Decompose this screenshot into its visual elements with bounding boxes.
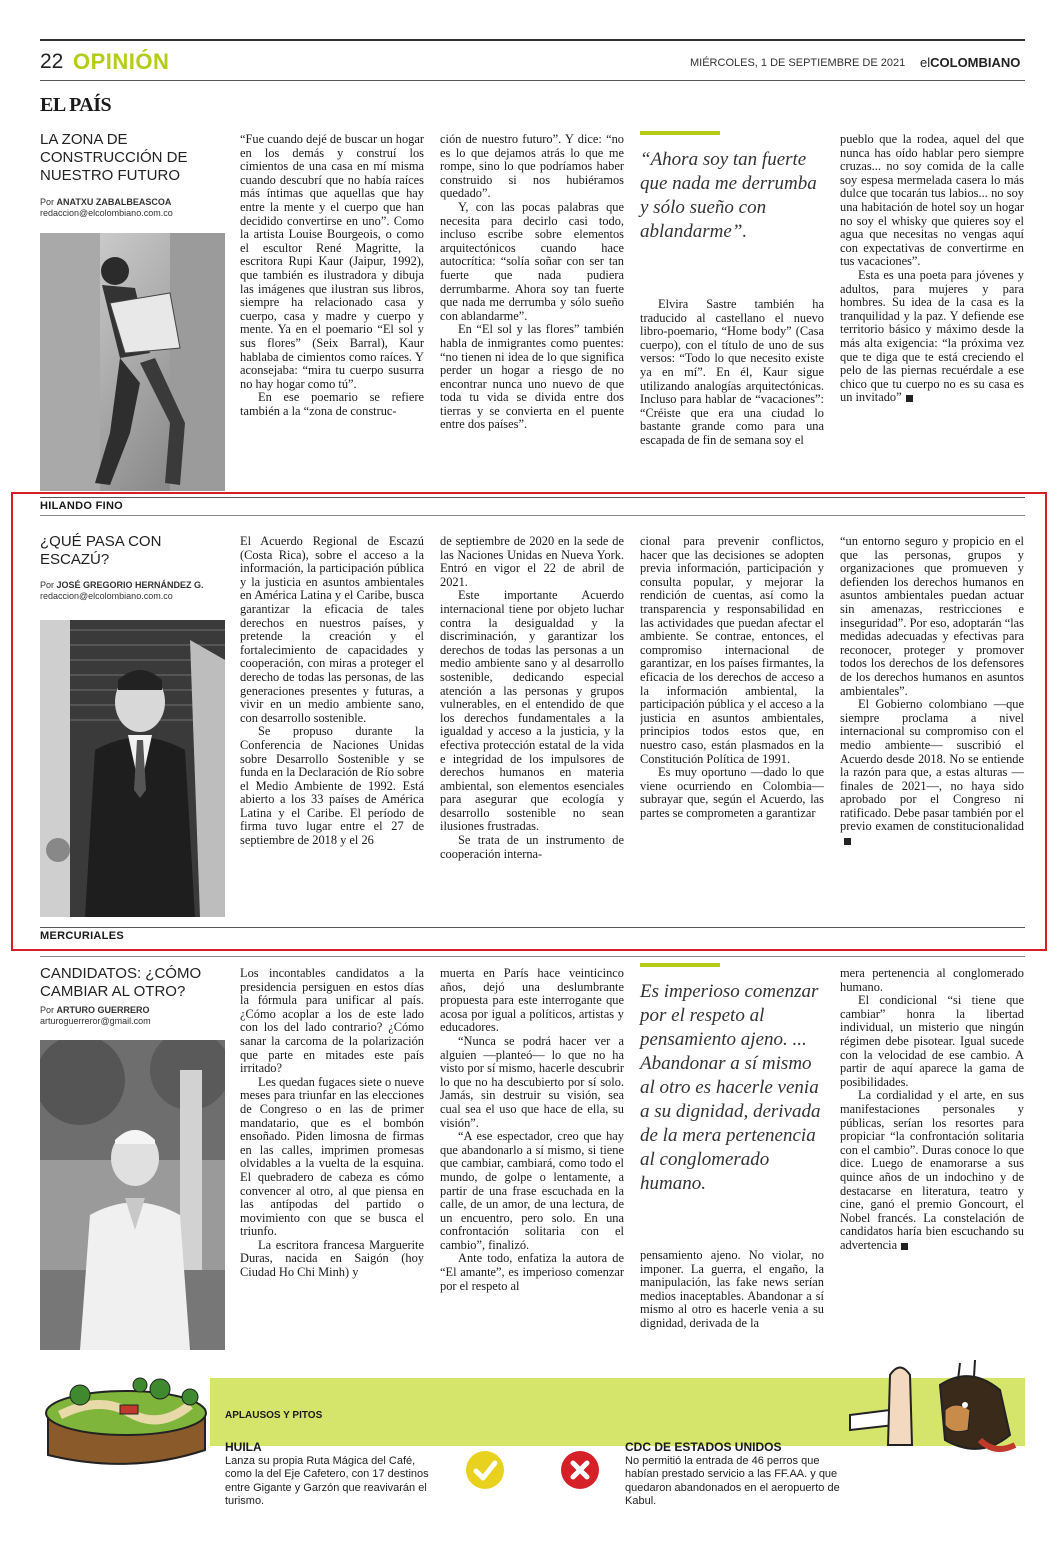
quote-accent-bar (640, 963, 720, 967)
aplauso-text: Lanza su propia Ruta Mágica del Café, como la del Eje Cafetero, con 17 destinos entre Gigante y Garzón que reavivarán el turismo. (225, 1455, 429, 1508)
quote-accent-bar (640, 131, 720, 135)
header-divider (40, 80, 1025, 81)
article3-photo-author (40, 1040, 225, 1350)
article1-byline: Por ANATXU ZABALBEASCOA (40, 197, 172, 207)
article1-column-2: ción de nuestro futuro”. Y dice: “no es lo que dejamos atrás lo que me rompe, sino lo que podríamos haber construido si nos hubiéramos quedado”. Y, con las pocas palabras que necesita para decirlo casi todo, incluso escribe sobre elementos arquitectónicos cuando hace autocrítica: “solía soñar con ser tan fuerte que nada pudiera derrumbarme. Ahora soy tan fuerte que nada me derrumba y sólo sueño con ablandarme”. En “El sol y las flores” también habla de inmigrantes como puentes: “no tienen ni idea de lo que significa perder un hogar a riesgo de no encontrar nunca uno nuevo de que toda tu vida se divida entre dos tierras y se convierta en el puente entre dos países”. (440, 133, 624, 432)
partner-logo: EL PAÍS (40, 94, 112, 116)
aplausos-title: APLAUSOS Y PITOS (225, 1410, 323, 1421)
article2-title: ¿QUÉ PASA CON ESCAZÚ? (40, 533, 162, 568)
article2-column-2: de septiembre de 2020 en la sede de las Naciones Unidas en Nueva York. Entró en vigor el 22 de abril de 2021. Este importante Acuerdo internacional tiene por objeto luchar contra la desigualdad y la discriminación, y garantizar los derechos de todas las personas a un medio ambiente sano y al desarrollo sostenible, dedicando especial atención a las personas y grupos vulnerables, en el entendido de que los derechos fundamentales a la igualdad y acceso a la justicia, y la efectiva protección estatal de la vida e integridad de los impulsores de derechos humanos en materia ambiental, son elementos esenciales para asegurar que ecología y desarrollo sostenible no sean ilusiones frustradas. Se trata de un instrumento de cooperación interna- (440, 535, 624, 861)
article2-column-1: El Acuerdo Regional de Escazú (Costa Rica), sobre el acceso a la información, la participación pública y la justicia en asuntos ambientales en América Latina y el Caribe, busca garantizar la eficacia de tales derechos en nuestros países, y pretende la creación y el fortalecimiento de capacidades y cooperación, con miras a proteger el derecho de todas las personas, de las generaciones presentes y futuras, a vivir en un medio ambiente sano, con desarrollo sostenible. Se propuso durante la Conferencia de Naciones Unidas sobre Desarrollo Sostenible y se funda en la Declaración de Río sobre el Medio Ambiente de 1992. Está abierto a los 33 países de América Latina y el Caribe. El período de firma tuvo lugar entre el 27 de septiembre de 2018 y el 26 (240, 535, 424, 848)
article1-column-1: “Fue cuando dejé de buscar un hogar en los demás y construí los cimientos de una casa en mí misma cuando descubrí que no había raíces más íntimas que aquellas que hay entre la mente y el cuerpo que han decidido convertirse en uno”. Como la artista Louise Bourgeois, o como el escultor René Magritte, la escritora Rupi Kaur (Jaipur, 1992), que también es ilustradora y dibuja las imágenes que ilustran sus libros, siempre ha relacionado casa y cuerpo, casa y madre y cuerpo y mente. Ya en el poemario “El sol y sus flores” (Seix Barral), Kaur hablaba de cimientos como raíces. Y aconsejaba: “mira tu cuerpo susurra no hay hogar como tú”. En ese poemario se refiere también a la “zona de construc- (240, 133, 424, 418)
pito-text: No permitió la entrada de 46 perros que habían prestado servicio a las FF.AA. y que quedaron abandonados en el aeropuerto de Kabul. (625, 1455, 840, 1508)
article3-column-2: muerta en París hace veinticinco años, dejó una deslumbrante propuesta para este interrogante que acosa por igual a políticos, artistas y educadores. “Nunca se podrá hacer ver a alguien —planteó— lo que no ha visto por sí mismo, hacerle descubrir lo que no ha descubierto por sí solo. Jamás, sin destruir su visión, sea cual sea el uso que hace de ella, su visión”. “A ese espectador, creo que hay que abandonarlo a sí mismo, si tiene que cambiar, cambiará, como todo el mundo, de golpe o lentamente, a partir de una frase escuchada en la calle, de un amor, de una lectura, de un encuentro, pero solo. En una confrontación solitaria con el cambio”, finalizó. Ante todo, enfatiza la autora de “El amante”, es imperioso comenzar por el respeto al (440, 967, 624, 1293)
article1-photo-sculpture (40, 233, 225, 491)
article3-pull-quote: Es imperioso comenzar por el respeto al pensamiento ajeno. ... Abandonar a sí mismo al otro es hacerle venia a su dignidad, derivada de la mera pertenencia al conglomerado humano. (640, 981, 821, 1194)
article2-kicker: HILANDO FINO (40, 500, 124, 512)
article3-column-4: mera pertenencia al conglomerado humano. El condicional “si tiene que cambiar” honra la libertad individual, un misterio que ningún régimen debe pisotear. Igual sucede con la velocidad de ese cambio. A partir de aquí aparece la gama de posibilidades. La cordialidad y el arte, en sus manifestaciones personales y públicas, serían los resortes para propiciar “la confrontación solitaria con el cambio”. Duras conoce lo que dice. Luego de enamorarse a sus quince años de un indochino y de destacarse en literatura, teatro y cine, ganó el premio Goncourt, el Nobel francés. La constelación de candidatos haría bien escuchando su advertencia (840, 967, 1024, 1252)
aplauso-heading: HUILA (225, 1440, 262, 1454)
article3-byline: Por ARTURO GUERRERO (40, 1005, 150, 1015)
end-mark (901, 1243, 908, 1250)
article1-column-4: pueblo que la rodea, aquel del que nunca has oído hablar pero siempre cruzas... no soy comida de la calle soy espesa mermelada casera lo más dulce que tocarán tus labios... no soy una habitación de hotel soy un hogar no soy el whisky que quieres soy el agua que necesitas no vengas aquí con expectativas de convertirme en tus vacaciones”. Esta es una poeta para jóvenes y adultos, para mujeres y para hombres. Su idea de la casa es la tranquilidad y la paz. Y defiende ese territorio básico y máximo desde la más alta exigencia: “la próxima vez que te diga que te está creciendo el pelo de las piernas recuérdale a ese chico que tu cuerpo no es su casa es un invitado” (840, 133, 1024, 405)
article1-column-3: Elvira Sastre también ha traducido al castellano el nuevo libro-poemario, “Home body” (Casa cuerpo), con el título de uno de sus versos: “Todo lo que necesito existe ya en mí”. En él, Kaur sigue utilizando analogías arquitectónicas. Incluso para hablar de “vacaciones”: “Créiste que era una ciudad lo bastante grande como para una escapada de fin de semana soy el (640, 298, 824, 447)
coffee-route-illustration (40, 1355, 215, 1475)
article3-column-1: Los incontables candidatos a la presidencia persiguen en estos días la fórmula para unificar al país. ¿Cómo acoplar a los de este lado con los del lado contrario? ¿Cómo sanar la carcoma de la polarización que parte en mitades este país irritado? Les quedan fugaces siete o nueve meses para triunfar en las elecciones de Congreso o en las de primer mandatario, que es el bombón ensoñado. Piden limosna de firmas en las calles, imprimen promesas olvidables a la vuelta de la esquina. El quebradero de cabeza es cómo convencer al otro, al que piensa en las antípodas del partido o movimiento con que se busca el triunfo. La escritora francesa Marguerite Duras, nacida en Saigón (hoy Ciudad Ho Chi Minh) y (240, 967, 424, 1280)
cross-icon (560, 1450, 600, 1490)
article2-email: redaccion@elcolombiano.com.co (40, 591, 173, 601)
dog-stop-hand-illustration (840, 1355, 1025, 1470)
article3-column-3: pensamiento ajeno. No violar, no imponer. La guerra, el engaño, la manipulación, las fake news serían medios inaceptables. Abandonar a sí mismo al otro es hacerle venia a su dignidad, derivada de la (640, 1249, 824, 1330)
section-title: OPINIÓN (73, 49, 170, 74)
article3-title: CANDIDATOS: ¿CÓMO CAMBIAR AL OTRO? (40, 965, 202, 1000)
article1-title: LA ZONA DE CONSTRUCCIÓN DE NUESTRO FUTURO (40, 131, 188, 184)
article2-highlight-frame (11, 492, 1047, 951)
page-number: 22 (40, 50, 64, 73)
issue-date: MIÉRCOLES, 1 DE SEPTIEMBRE DE 2021 (690, 57, 906, 69)
end-mark (906, 395, 913, 402)
article1-pull-quote: “Ahora soy tan fuerte que nada me derrumba y sólo sueño con ablandarme”. (640, 149, 817, 242)
check-icon (465, 1450, 505, 1490)
header-rule (40, 39, 1025, 41)
article3-kicker: MERCURIALES (40, 930, 124, 942)
article3-top-rule (40, 927, 1025, 928)
article3-email: arturoguerreror@gmail.com (40, 1016, 151, 1026)
article2-column-4: “un entorno seguro y propicio en el que las personas, grupos y organizaciones que promueven y defienden los derechos humanos en asuntos ambientales puedan actuar sin amenazas, restricciones e inseguridad”. Por eso, adoptarán “las medidas adecuadas y efectivas para reconocer, proteger y promover todos los derechos de los defensores de los derechos humanos en asuntos ambientales”. El Gobierno colombiano —que siempre proclama a nivel internacional su compromiso con el medio ambiente— suscribió el Acuerdo desde 2018. No se entiende la razón para que, a estas alturas —finales de 2021—, no haya sido aprobado por el Congreso ni ratificado. Debe pasar también por el previo examen de constitucionalidad (840, 535, 1024, 919)
article2-byline: Por JOSÉ GREGORIO HERNÁNDEZ G. (40, 580, 204, 590)
article1-email: redaccion@elcolombiano.com.co (40, 208, 173, 218)
article2-column-3: cional para prevenir conflictos, hacer que las decisiones se adopten previa información, participación y consulta popular, y mejorar la rendición de cuentas, así como la transparencia y responsabilidad en las actividades que puedan afectar el ambiente. Se contrae, entonces, el compromiso internacional de garantizar, en los países firmantes, la eficacia de los derechos de acceso a la información ambiental, la participación pública y el acceso a la justicia en asuntos ambientales, principios todos estos que, en nuestro caso, están plasmados en la Constitución Política de 1991. Es muy oportuno —dado lo que viene ocurriendo en Colombia— subrayar que, según el Acuerdo, las partes se comprometen a garantizar (640, 535, 824, 820)
newspaper-logo: elCOLOMBIANO (920, 55, 1021, 70)
article3-kicker-rule (40, 956, 1025, 957)
pito-heading: CDC DE ESTADOS UNIDOS (625, 1440, 782, 1454)
